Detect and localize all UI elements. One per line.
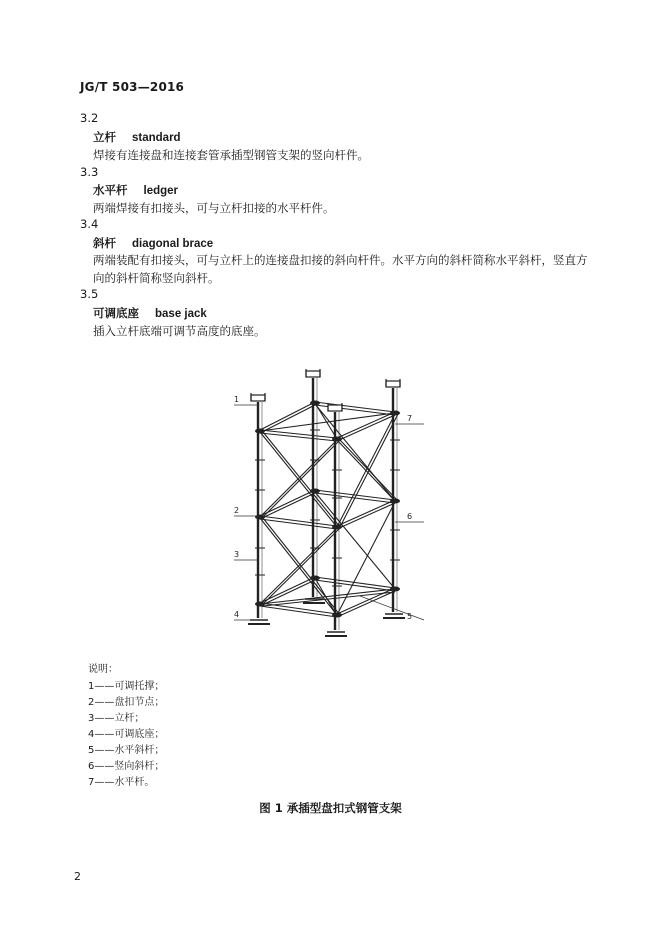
definition-line: 焊接有连接盘和连接套管承插型钢管支架的竖向杆件。	[93, 148, 369, 162]
callout-4: 4	[234, 610, 240, 619]
term-en: base jack	[155, 308, 207, 320]
legend-item: 6——竖向斜杆；	[88, 761, 165, 772]
legend-item: 3——立杆；	[88, 713, 145, 724]
callout-6: 6	[407, 512, 413, 521]
legend-item: 4——可调底座；	[88, 729, 165, 740]
section-number: 3.3	[80, 165, 99, 179]
callout-5: 5	[407, 612, 413, 621]
definition-line: 向的斜杆简称竖向斜杆。	[93, 271, 220, 285]
definition-line: 两端焊接有扣接头，可与立杆扣接的水平杆件。	[93, 201, 335, 215]
callout-2: 2	[234, 506, 240, 515]
legend-title: 说明：	[88, 664, 118, 675]
figure-caption: 图 1 承插型盘扣式钢管支架	[259, 801, 402, 815]
term-zh: 可调底座	[93, 306, 139, 320]
scaffold-drawing	[234, 369, 424, 636]
rosette-nodes	[255, 401, 400, 618]
term-zh: 立杆	[93, 130, 116, 144]
section-number: 3.2	[80, 111, 99, 125]
term-zh: 水平杆	[93, 183, 128, 197]
term-zh: 斜杆	[93, 236, 116, 250]
page-number: 2	[74, 870, 81, 883]
section-number: 3.4	[80, 217, 99, 231]
term-en: standard	[132, 132, 181, 144]
legend-item: 5——水平斜杆；	[88, 745, 165, 756]
legend-item: 2——盘扣节点；	[88, 697, 165, 708]
callout-3: 3	[234, 550, 240, 559]
definition-line: 两端装配有扣接头，可与立杆上的连接盘扣接的斜向杆件。水平方向的斜杆简称水平斜杆，竖直方	[93, 253, 588, 267]
standard-code: JG/T 503—2016	[80, 80, 185, 94]
section-number: 3.5	[80, 287, 99, 301]
adjustable-u-head-jacks	[251, 369, 400, 411]
definition-line: 插入立杆底端可调节高度的底座。	[93, 324, 266, 338]
term-en: ledger	[143, 185, 179, 197]
legend-item: 7——水平杆。	[88, 777, 155, 788]
term-en: diagonal brace	[132, 238, 214, 250]
callout-7: 7	[407, 414, 413, 423]
legend-item: 1——可调托撑；	[88, 681, 165, 692]
ledgers-middle	[260, 490, 395, 529]
callout-1: 1	[234, 395, 240, 404]
